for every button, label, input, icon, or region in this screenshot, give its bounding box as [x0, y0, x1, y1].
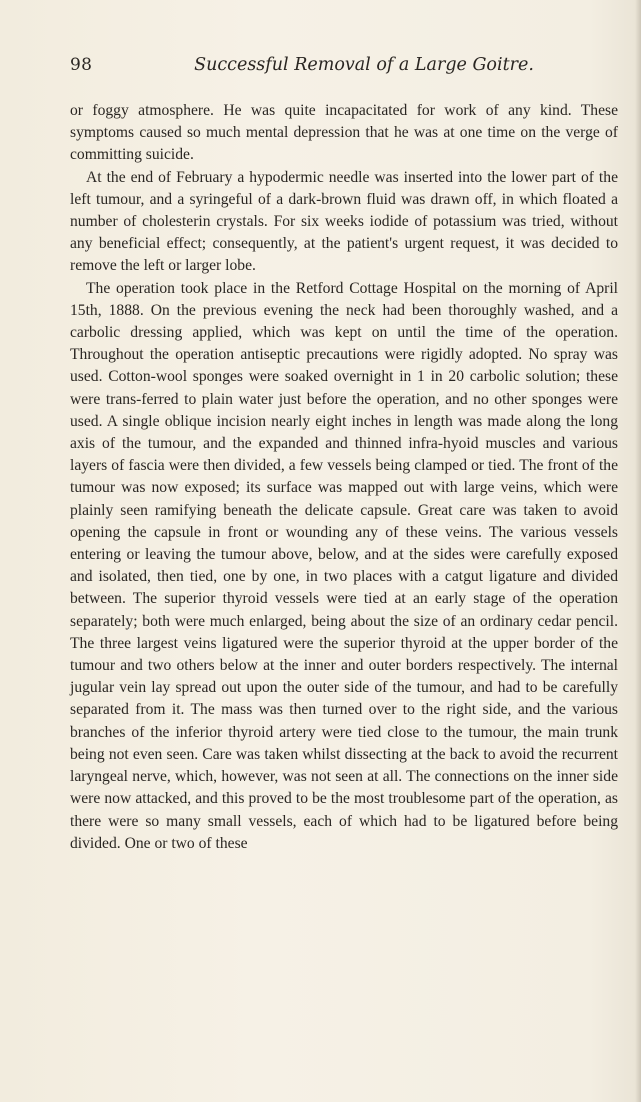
page-number: 98	[70, 55, 93, 75]
paragraph-hypodermic-needle: At the end of February a hypodermic needle was inserted into the lower part of the left tumour, and a syringeful of a dark-brown fluid was drawn off, in which floated a number of cholesterin crystals. For six weeks iodide of potassium was tried, without any beneficial effect; consequently, at the patient's urgent request, it was decided to remove the left or larger lobe.	[70, 168, 618, 275]
running-title: Successful Removal of a Large Goitre.	[194, 55, 534, 75]
paragraph-continuation: or foggy atmosphere. He was quite incapacitated for work of any kind. These symptoms caused so much mental depression that he was at one time on the verge of committing suicide.	[70, 102, 618, 164]
page-header	[70, 55, 618, 85]
page-edge-shadow	[635, 0, 641, 1102]
paragraph-operation: The operation took place in the Retford Cottage Hospital on the morning of April 15th, 1888. On the previous evening the neck had been thoroughly washed, and a carbolic dressing applied, which was kept on until the time of the operation. Throughout the operation antiseptic precautions were rigidly adopted. No spray was used. Cotton-wool sponges were soaked overnight in 1 in 20 carbolic solution; these were trans-ferred to plain water just before the operation, and no other sponges were used. A single oblique incision nearly eight inches in length was made along the long axis of the tumour, and the expanded and thinned infra-hyoid muscles and various layers of fascia were then divided, a few vessels being clamped or tied. The front of the tumour was now exposed; its surface was mapped out with large veins, which were plainly seen ramifying beneath the delicate capsule. Great care was taken to avoid opening the capsule in front or wounding any of these veins. The various vessels entering or leaving the tumour above, below, and at the sides were carefully exposed and isolated, then tied, one by one, in two places with a catgut ligature and divided between. The superior thyroid vessels were tied at an early stage of the operation separately; both were much enlarged, being about the size of an ordinary cedar pencil. The three largest veins ligatured were the superior thyroid at the upper border of the tumour and two others below at the inner and outer borders respectively. The internal jugular vein lay spread out upon the outer side of the tumour, and had to be carefully separated from it. The mass was then turned over to the right side, and the various branches of the inferior thyroid artery were tied close to the tumour, the main trunk being not even seen. Care was taken whilst dissecting at the back to avoid the recurrent laryngeal nerve, which, however, was not seen at all. The connections on the inner side were now attacked, and this proved to be the most troublesome part of the operation, as there were so many small vessels, each of which had to be ligatured before being divided. One or two of these	[70, 279, 618, 852]
body-text	[70, 100, 618, 855]
